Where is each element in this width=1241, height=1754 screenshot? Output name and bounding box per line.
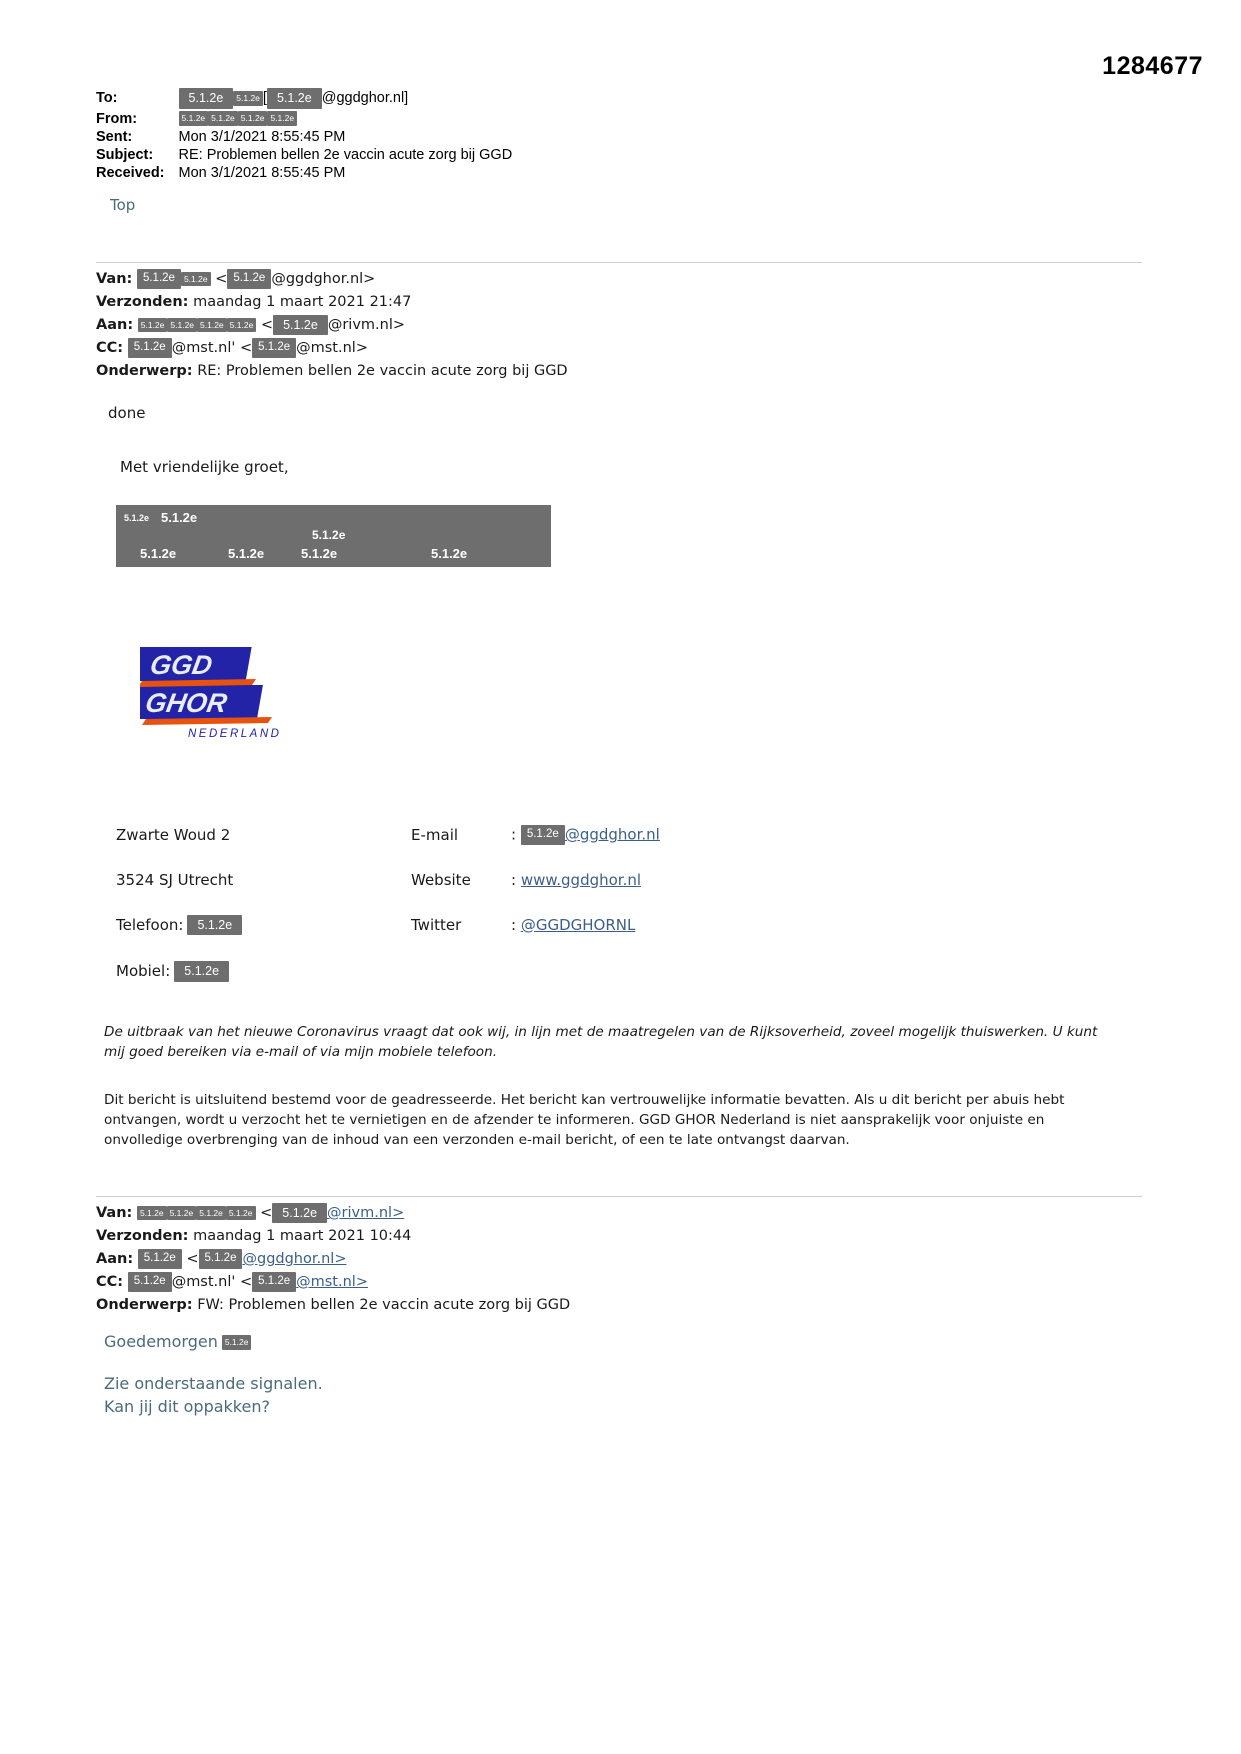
redaction-block: 5.1.2e — [197, 318, 227, 333]
quote2-label-cc: CC: — [96, 1274, 124, 1290]
quote1-row-verzonden — [96, 291, 568, 314]
header-label-to: To: — [96, 90, 118, 107]
header-value-sent: Mon 3/1/2021 8:55:45 PM — [178, 128, 346, 145]
signature-twitter-value — [511, 916, 756, 934]
quote1-aan-domain: @rivm.nl> — [327, 317, 406, 333]
quote1-row-onderwerp — [96, 360, 568, 383]
redaction-block: 5.1.2e — [137, 269, 181, 289]
redaction-block: 5.1.2e — [137, 1206, 167, 1221]
quote1-verzonden-value: maandag 1 maart 2021 21:47 — [193, 294, 412, 310]
colon: : — [511, 825, 517, 844]
redaction-block: 5.1.2e — [252, 1272, 296, 1292]
signature-contact-block — [116, 825, 756, 982]
redaction-text: 5.1.2e — [124, 513, 150, 523]
redaction-text: 5.1.2e — [161, 510, 198, 525]
redaction-block: 5.1.2e — [179, 111, 209, 126]
quote2-van-link[interactable]: @rivm.nl> — [327, 1205, 405, 1221]
quote1-label-onderwerp: Onderwerp: — [96, 363, 193, 379]
quote2-greeting — [104, 1330, 251, 1353]
signature-email-label: E-mail — [411, 825, 459, 844]
header-value-subject: RE: Problemen bellen 2e vaccin acute zorg bij GGD — [178, 146, 513, 163]
quote1-label-van: Van: — [96, 271, 133, 287]
header-value-to — [179, 88, 513, 111]
quote2-cc-link[interactable]: @mst.nl> — [296, 1274, 368, 1290]
redaction-block: 5.1.2e — [227, 318, 257, 333]
divider — [96, 1196, 1142, 1197]
signature-twitter-label: Twitter — [411, 915, 462, 934]
header-label-received: Received: — [96, 164, 165, 181]
redaction-block: 5.1.2e — [222, 1335, 252, 1350]
header-row-received — [96, 165, 512, 183]
header-value-from — [179, 111, 513, 129]
quote1-onderwerp-value: RE: Problemen bellen 2e vaccin acute zorg bij GGD — [197, 363, 568, 379]
signature-mobile-row — [116, 961, 411, 982]
quote2-label-onderwerp: Onderwerp: — [96, 1297, 193, 1313]
top-anchor-link[interactable]: Top — [110, 196, 136, 214]
colon: : — [511, 870, 517, 889]
redaction-block: 5.1.2e — [196, 1206, 226, 1221]
quote1-label-verzonden: Verzonden: — [96, 294, 189, 310]
quote1-body: done — [108, 404, 146, 422]
redaction-block: 5.1.2e — [187, 915, 242, 936]
disclaimer-corona: De uitbraak van het nieuwe Coronavirus vraagt dat ook wij, in lijn met de maatregelen van de Rijksoverheid, zoveel mogelijk thuiswerken. U kunt mij goed bereiken via e-mail of via mijn mobiele telefoon. — [104, 1024, 1098, 1060]
redaction-block: 5.1.2e — [167, 1206, 197, 1221]
header-row-to — [96, 88, 512, 111]
quote2-body-line2: Kan jij dit oppakken? — [104, 1397, 270, 1416]
redaction-block: 5.1.2e — [267, 111, 297, 126]
header-row-sent — [96, 129, 512, 147]
colon: : — [511, 915, 517, 934]
header-row-subject — [96, 147, 512, 165]
to-bracket: [ — [262, 90, 267, 107]
redaction-block: 5.1.2e — [233, 91, 263, 106]
header-value-received: Mon 3/1/2021 8:55:45 PM — [178, 164, 346, 181]
redaction-block: 5.1.2e — [238, 111, 268, 126]
quote2-label-van: Van: — [96, 1205, 133, 1221]
svg-text:NEDERLAND: NEDERLAND — [188, 728, 282, 740]
redaction-block: 5.1.2e — [252, 338, 296, 358]
quoted-header-1 — [96, 268, 568, 383]
email-link[interactable]: @ggdghor.nl — [564, 825, 660, 844]
quoted-header-2 — [96, 1202, 570, 1317]
signature-address-line1: Zwarte Woud 2 — [116, 825, 231, 844]
signature-phone-row — [116, 915, 411, 936]
quote2-row-onderwerp — [96, 1294, 570, 1317]
quote2-body — [104, 1372, 323, 1418]
header-label-subject: Subject: — [96, 146, 154, 163]
redaction-block: 5.1.2e — [267, 88, 322, 109]
redaction-block: 5.1.2e — [273, 315, 328, 336]
quote2-verzonden-value: maandag 1 maart 2021 10:44 — [193, 1228, 412, 1244]
quote2-onderwerp-value: FW: Problemen bellen 2e vaccin acute zorg bij GGD — [197, 1297, 571, 1313]
quote1-row-van: Van: 5.1.2e 5.1.2e < 5.1.2e @ggdghor.nl> — [96, 271, 376, 287]
disclaimer-confidentiality: Dit bericht is uitsluitend bestemd voor de geadresseerde. Het bericht kan vertrouwelijke informatie bevatten. Als u dit bericht per abuis hebt ontvangen, wordt u verzocht het te vernietigen en de afzender te informeren. GGD GHOR Nederland is niet aansprakelijk voor onjuiste en onvolledige overbrenging van de inhoud van een verzonden e-mail bericht, of een te late ontvangst daarvan. — [104, 1092, 1065, 1148]
quote2-label-verzonden: Verzonden: — [96, 1228, 189, 1244]
signature-address-line2: 3524 SJ Utrecht — [116, 870, 234, 889]
quote2-row-cc: CC: 5.1.2e @mst.nl' < 5.1.2e @mst.nl> — [96, 1274, 368, 1290]
quote1-cc-domain2: @mst.nl> — [296, 340, 368, 356]
logo-svg — [140, 645, 295, 740]
signature-email-value — [511, 825, 756, 845]
quote2-body-line1: Zie onderstaande signalen. — [104, 1374, 323, 1393]
redaction-block: 5.1.2e — [138, 1249, 182, 1269]
redaction-block: 5.1.2e — [138, 318, 168, 333]
twitter-link[interactable]: @GGDGHORNL — [520, 915, 636, 934]
header-label-from: From: — [96, 110, 138, 127]
redaction-block: 5.1.2e — [226, 1206, 256, 1221]
redaction-block: 5.1.2e — [227, 269, 271, 289]
quote1-label-cc: CC: — [96, 340, 124, 356]
redaction-block: 5.1.2e — [521, 825, 565, 845]
redaction-text: 5.1.2e — [228, 546, 265, 561]
redaction-block: 5.1.2e — [179, 88, 234, 109]
redaction-text: 5.1.2e — [312, 528, 346, 542]
signature-website-value — [511, 871, 756, 889]
redaction-text: 5.1.2e — [301, 546, 338, 561]
quote1-label-aan: Aan: — [96, 317, 134, 333]
quote1-cc-domain1: @mst.nl' — [171, 340, 236, 356]
quote2-aan-link[interactable]: @ggdghor.nl> — [242, 1251, 347, 1267]
redaction-block: 5.1.2e — [128, 338, 172, 358]
document-number: 1284677 — [1102, 52, 1203, 80]
redaction-block: 5.1.2e — [208, 111, 238, 126]
redaction-block: 5.1.2e — [174, 961, 229, 982]
ggd-ghor-logo — [140, 645, 295, 740]
redaction-text: 5.1.2e — [140, 546, 177, 561]
divider — [96, 262, 1142, 263]
redaction-block: 5.1.2e — [272, 1203, 327, 1224]
header-row-from — [96, 111, 512, 129]
svg-text:GGD: GGD — [147, 649, 215, 680]
quote2-cc-domain1: @mst.nl' — [171, 1274, 236, 1290]
redaction-block: 5.1.2e — [167, 318, 197, 333]
quote2-greeting-text: Goedemorgen — [104, 1332, 218, 1351]
quote2-label-aan: Aan: — [96, 1251, 134, 1267]
redaction-block: 5.1.2e — [199, 1249, 243, 1269]
quote1-van-domain: @ggdghor.nl> — [271, 271, 376, 287]
signature-phone-label: Telefoon: — [116, 915, 184, 934]
signature-website-label: Website — [411, 870, 471, 889]
quote2-row-van: Van: 5.1.2e 5.1.2e 5.1.2e 5.1.2e < 5.1.2e @rivm.nl> — [96, 1202, 570, 1225]
redaction-block: 5.1.2e — [181, 272, 211, 287]
signature-redaction-panel — [116, 505, 551, 567]
quote2-row-verzonden — [96, 1225, 570, 1248]
quote2-row-aan: Aan: 5.1.2e < 5.1.2e @ggdghor.nl> — [96, 1251, 347, 1267]
svg-text:GHOR: GHOR — [143, 687, 230, 718]
quote1-row-cc: CC: 5.1.2e @mst.nl' < 5.1.2e @mst.nl> — [96, 340, 368, 356]
website-link[interactable]: www.ggdghor.nl — [520, 870, 642, 889]
quote1-row-aan: Aan: 5.1.2e 5.1.2e 5.1.2e 5.1.2e < 5.1.2e @rivm.nl> — [96, 314, 568, 337]
redaction-block: 5.1.2e — [128, 1272, 172, 1292]
header-label-sent: Sent: — [96, 128, 133, 145]
redaction-text: 5.1.2e — [431, 546, 468, 561]
signature-mobile-label: Mobiel: — [116, 961, 171, 980]
to-domain: @ggdghor.nl] — [321, 90, 409, 107]
email-header — [96, 88, 512, 183]
quote1-closing: Met vriendelijke groet, — [120, 458, 289, 476]
